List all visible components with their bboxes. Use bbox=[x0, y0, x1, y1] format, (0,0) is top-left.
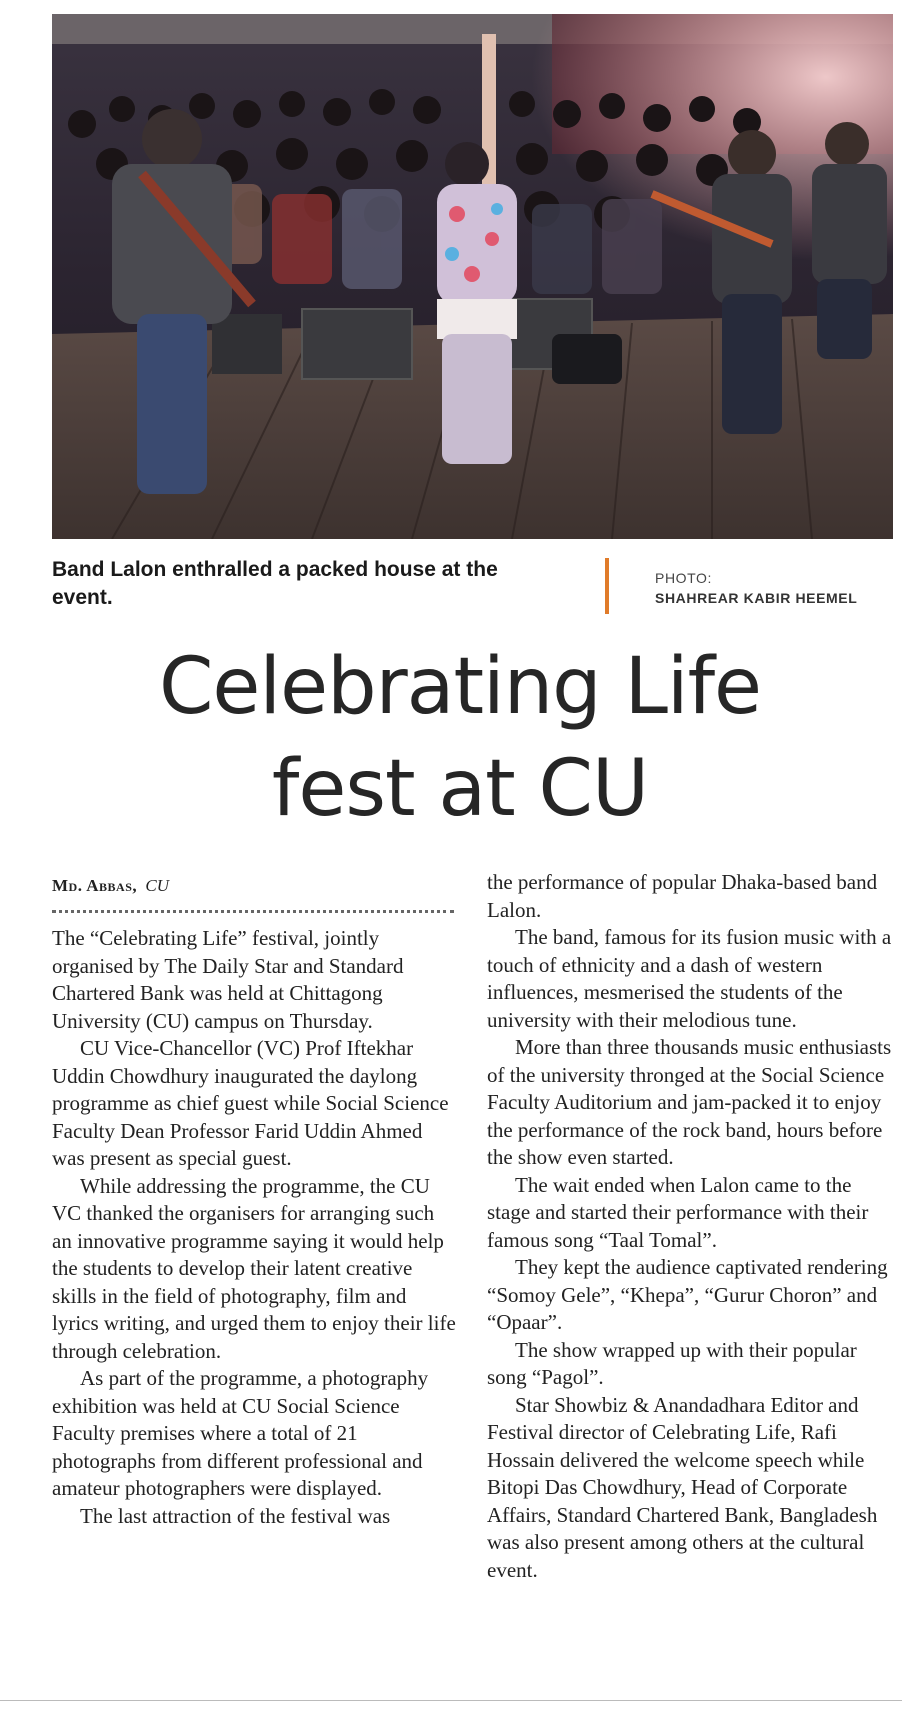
article-paragraph: While addressing the programme, the CU VC thanked the organisers for arranging such an innovative programme saying it would help the students to develop their latent creative skills in the field of photography, film and lyrics writing, and urged them to enjoy their life through celebration. bbox=[52, 1173, 456, 1363]
article-paragraph: More than three thousands music enthusiasts of the university thronged at the Social Science Faculty Auditorium and jam-packed it to enjoy the performance of the rock band, hours before the show even started. bbox=[487, 1035, 892, 1169]
byline-author: Md. Abbas, bbox=[52, 876, 138, 895]
headline-line-2: fest at CU bbox=[271, 744, 649, 834]
article-paragraph: The last attraction of the festival was bbox=[80, 1503, 391, 1528]
article-paragraph: The wait ended when Lalon came to the stage and started their performance with their famous song “Taal Tomal”. bbox=[487, 1172, 869, 1252]
article-paragraph: The show wrapped up with their popular song “Pagol”. bbox=[487, 1337, 857, 1389]
article-column-right bbox=[487, 869, 897, 1584]
photo-credit-name: SHAHREAR KABIR HEEMEL bbox=[655, 590, 858, 606]
article-paragraph: As part of the programme, a photography exhibition was held at CU Social Science Faculty premises where a total of 21 photographs from different professional and amateur photographers were displayed. bbox=[52, 1366, 429, 1500]
concert-photo bbox=[52, 14, 893, 539]
page-bottom-rule bbox=[0, 1700, 902, 1701]
photo-credit bbox=[655, 568, 857, 608]
article-paragraph: Star Showbiz & Anandadhara Editor and Festival director of Celebrating Life, Rafi Hossain delivered the welcome speech while Bitopi Das Chowdhury, Head of Corporate Affairs, Standard Chartered Bank, Bangladesh was also present among others at the cultural event. bbox=[487, 1392, 878, 1582]
headline-line-1: Celebrating Life bbox=[158, 642, 762, 732]
photo-caption: Band Lalon enthralled a packed house at the event. bbox=[52, 558, 498, 609]
article-paragraph: The “Celebrating Life” festival, jointly organised by The Daily Star and Standard Chartered Bank was held at Chittagong University (CU) campus on Thursday. bbox=[52, 926, 404, 1033]
byline-location: CU bbox=[145, 876, 170, 895]
article-paragraph: They kept the audience captivated rendering “Somoy Gele”, “Khepa”, “Gurur Choron” and “Opaar”. bbox=[487, 1255, 888, 1334]
headline bbox=[40, 636, 880, 840]
credit-divider bbox=[605, 558, 609, 614]
article-paragraph: The band, famous for its fusion music with a touch of ethnicity and a dash of western influences, mesmerised the students of the university with their melodious tune. bbox=[487, 925, 892, 1032]
byline bbox=[52, 876, 169, 896]
concert-photo-illustration bbox=[52, 14, 893, 539]
article-column-left bbox=[52, 925, 457, 1530]
byline-divider bbox=[52, 910, 454, 913]
article-paragraph: CU Vice-Chancellor (VC) Prof Iftekhar Uddin Chowdhury inaugurated the daylong programme as chief guest while Social Science Faculty Dean Professor Farid Uddin Ahmed was present as special guest. bbox=[52, 1036, 449, 1170]
photo-credit-label: PHOTO: bbox=[655, 570, 713, 586]
article-paragraph: the performance of popular Dhaka-based band Lalon. bbox=[487, 870, 878, 922]
